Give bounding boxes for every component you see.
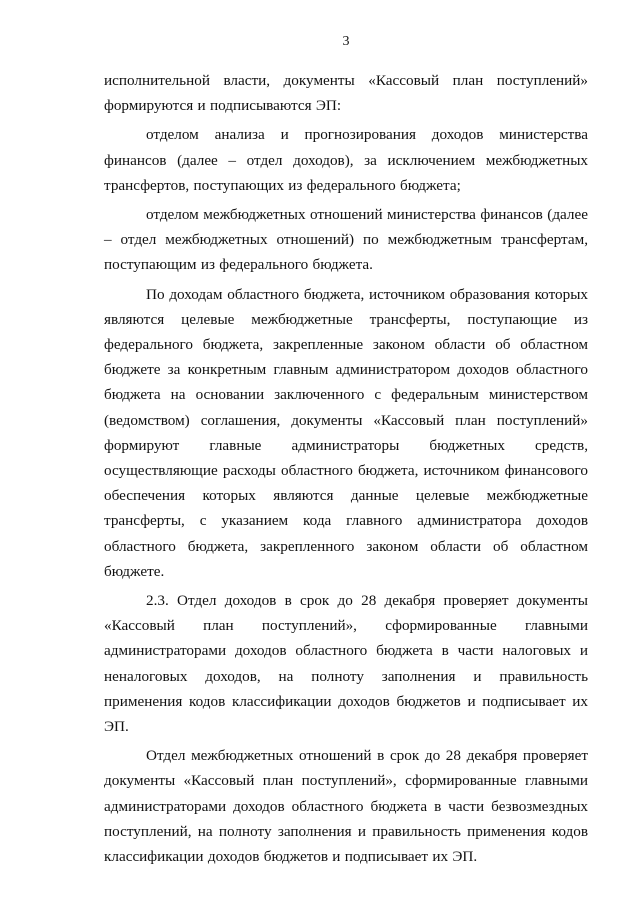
paragraph-interbudget-check: Отдел межбюджетных отношений в срок до 28 декабря проверяет документы «Кассовый план поступлений», сформированные главными администраторами доходов областного бюджета в части безвозмездных поступлений, на полноту заполнения и правильность применения кодов классификации доходов бюджетов и подписывает их ЭП.: [104, 747, 588, 866]
paragraph-interbudget-department: отделом межбюджетных отношений министерства финансов (далее – отдел межбюджетных отношений) по межбюджетным трансфертам, поступающим из федерального бюджета.: [104, 206, 588, 274]
page-number: 3: [342, 34, 350, 49]
paragraph-section-2-3: 2.3. Отдел доходов в срок до 28 декабря проверяет документы «Кассовый план поступлений», сформированные главными администраторами доходов областного бюджета в части налоговых и неналоговых доходов, на полноту заполнения и правильность применения кодов классификации доходов бюджетов и подписывает их ЭП.: [104, 592, 588, 736]
paragraph-intro: исполнительной власти, документы «Кассовый план поступлений» формируются и подписываются ЭП:: [104, 72, 588, 115]
document-page: [104, 34, 588, 869]
paragraph-regional-budget-income: По доходам областного бюджета, источником образования которых являются целевые межбюджетные трансферты, поступающие из федерального бюджета, закрепленные законом области об областном бюджете за конкретным главным администратором доходов областного бюджета на основании заключенного с федеральным министерством (ведомством) соглашения, документы «Кассовый план поступлений» формируют главные администраторы бюджетных средств, осуществляющие расходы областного бюджета, источником финансового обеспечения которых являются данные целевые межбюджетные трансферты, с указанием кода главного администратора доходов областного бюджета, закрепленного законом области об областном бюджете.: [104, 285, 588, 580]
paragraph-income-department: отделом анализа и прогнозирования доходов министерства финансов (далее – отдел доходов), за исключением межбюджетных трансфертов, поступающих из федерального бюджета;: [104, 126, 588, 194]
